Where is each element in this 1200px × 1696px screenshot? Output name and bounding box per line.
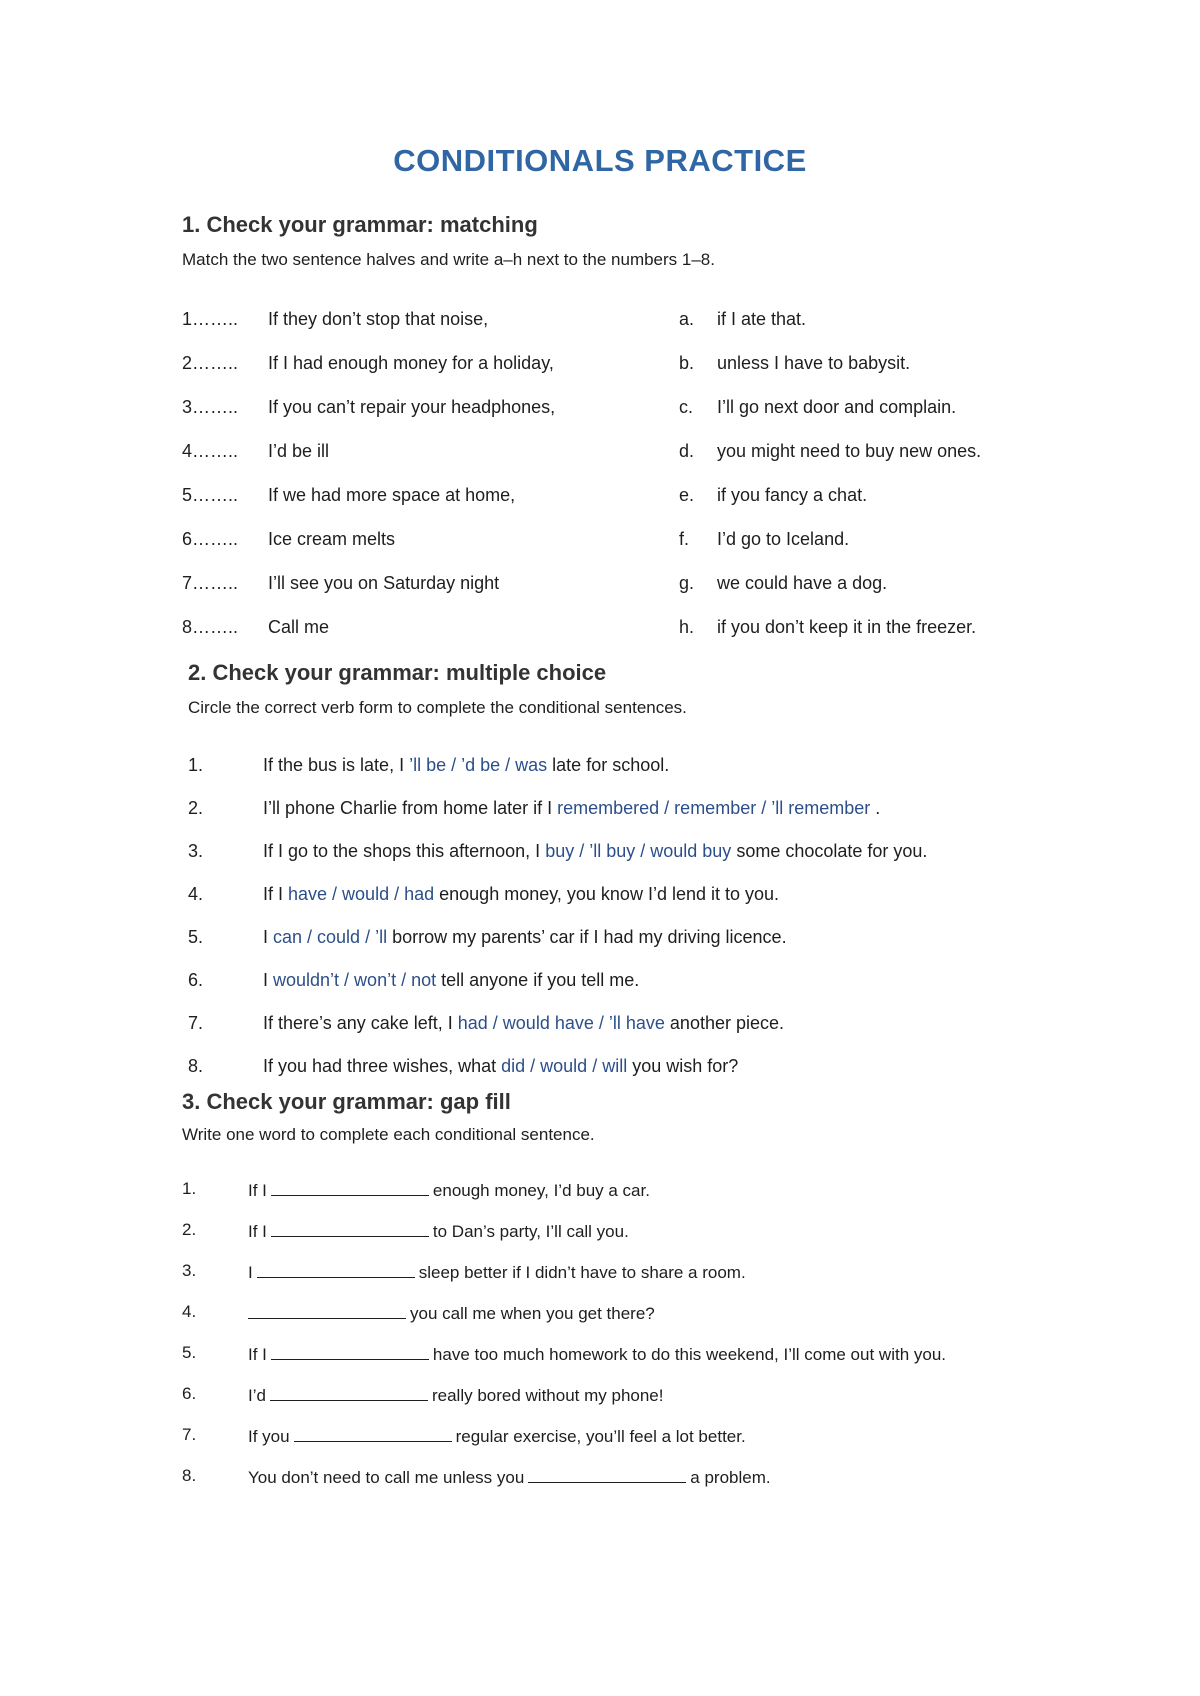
mc-number: 3. [188,841,204,861]
mc-options[interactable]: have / would / had [288,884,435,904]
mc-number: 5. [188,927,204,947]
mc-item [188,1056,739,1077]
section3-heading: 3. Check your grammar: gap fill [182,1089,511,1114]
match-right-item [679,353,911,374]
match-letter: c. [679,397,694,417]
match-right-text: if you fancy a chat. [717,485,868,505]
mc-text-after: some chocolate for you. [736,841,928,861]
mc-number: 8. [188,1056,204,1076]
mc-text-before: If I go to the shops this afternoon, I [263,841,546,861]
gap-blank[interactable] [528,1466,686,1483]
match-left-item [182,617,330,638]
gap-number: 1. [182,1179,197,1198]
gap-text-after: regular exercise, you’ll feel a lot better. [455,1427,746,1446]
match-number: 8…….. [182,617,239,637]
mc-text-after: enough money, you know I’d lend it to you. [439,884,780,904]
gap-text-after: to Dan’s party, I’ll call you. [432,1222,629,1241]
mc-item [188,970,640,991]
match-letter: a. [679,309,695,329]
match-left-text: Ice cream melts [268,529,396,549]
gap-item [182,1384,664,1405]
gap-number: 5. [182,1343,197,1362]
gap-blank[interactable] [271,1343,429,1360]
mc-sentence [263,755,669,776]
match-right-item [679,573,888,594]
mc-item [188,798,881,819]
mc-options[interactable]: remembered / remember / ’ll remember [557,798,871,818]
gap-sentence [248,1261,746,1283]
gap-item [182,1343,947,1364]
mc-text-after: tell anyone if you tell me. [441,970,640,990]
match-left-text: If they don’t stop that noise, [268,309,489,329]
gap-blank[interactable] [271,1179,429,1196]
gap-text-after: sleep better if I didn’t have to share a room. [418,1263,746,1282]
match-number: 1…….. [182,309,239,329]
section1-instruction: Match the two sentence halves and write a–h next to the numbers 1–8. [182,250,715,269]
gap-blank[interactable] [248,1302,406,1319]
mc-item [188,927,787,948]
mc-text-before: I [263,970,274,990]
mc-sentence [263,798,880,819]
gap-text-before: If I [248,1345,267,1364]
gap-text-before: If you [248,1427,290,1446]
gap-blank[interactable] [257,1261,415,1278]
gap-text-before: I’d [248,1386,266,1405]
match-right-item [679,441,982,462]
gap-text-before: You don’t need to call me unless you [248,1468,525,1487]
gap-text-before: If I [248,1181,267,1200]
gap-item [182,1302,655,1323]
match-right-text: you might need to buy new ones. [717,441,982,461]
mc-options[interactable]: buy / ’ll buy / would buy [545,841,732,861]
mc-number: 7. [188,1013,204,1033]
mc-options[interactable]: did / would / will [501,1056,628,1076]
match-right-text: if I ate that. [717,309,807,329]
mc-text-before: If you had three wishes, what [263,1056,502,1076]
gap-blank[interactable] [294,1425,452,1442]
mc-number: 1. [188,755,204,775]
match-left-item [182,397,556,418]
mc-item [188,1013,785,1034]
gap-item [182,1179,650,1200]
mc-text-before: I [263,927,274,947]
mc-sentence [263,884,779,905]
match-left-text: If you can’t repair your headphones, [268,397,556,417]
mc-text-before: If there’s any cake left, I [263,1013,458,1033]
gap-sentence [248,1343,946,1365]
match-right-text: unless I have to babysit. [717,353,911,373]
mc-text-after: another piece. [669,1013,785,1033]
match-right-item [679,485,868,506]
match-number: 2…….. [182,353,239,373]
mc-text-before: If the bus is late, I [263,755,410,775]
mc-number: 2. [188,798,204,818]
gap-sentence [248,1220,629,1242]
mc-number: 4. [188,884,204,904]
section3-instruction: Write one word to complete each conditional sentence. [182,1125,595,1144]
gap-number: 7. [182,1425,197,1444]
gap-sentence [248,1179,650,1201]
gap-text-before: If I [248,1222,267,1241]
match-right-text: I’ll go next door and complain. [717,397,957,417]
match-number: 5…….. [182,485,239,505]
match-right-text: if you don’t keep it in the freezer. [717,617,977,637]
match-right-item [679,617,977,638]
match-right-item [679,529,850,550]
gap-item [182,1425,746,1446]
match-left-item [182,309,489,330]
mc-text-after: borrow my parents’ car if I had my driving licence. [392,927,787,947]
gap-item [182,1220,629,1241]
gap-number: 3. [182,1261,197,1280]
gap-text-after: a problem. [690,1468,771,1487]
mc-options[interactable]: can / could / ’ll [273,927,388,947]
match-left-text: Call me [268,617,330,637]
mc-options[interactable]: had / would have / ’ll have [457,1013,665,1033]
gap-sentence [248,1384,664,1406]
gap-sentence [248,1425,746,1447]
gap-number: 6. [182,1384,197,1403]
gap-sentence [248,1302,655,1324]
match-letter: b. [679,353,695,373]
gap-sentence [248,1466,771,1488]
match-left-text: I’d be ill [268,441,330,461]
gap-blank[interactable] [270,1384,428,1401]
mc-options[interactable]: wouldn’t / won’t / not [273,970,437,990]
gap-text-after: you call me when you get there? [410,1304,655,1323]
gap-text-after: enough money, I’d buy a car. [432,1181,650,1200]
match-left-item [182,485,516,506]
mc-item [188,884,780,905]
mc-text-before: I’ll phone Charlie from home later if I [263,798,558,818]
mc-sentence [263,1056,738,1077]
mc-sentence [263,927,787,948]
match-right-item [679,397,957,418]
section2-instruction: Circle the correct verb form to complete the conditional sentences. [188,698,687,717]
match-letter: e. [679,485,695,505]
match-right-text: we could have a dog. [717,573,888,593]
match-letter: g. [679,573,695,593]
section1-heading: 1. Check your grammar: matching [182,212,538,237]
mc-options[interactable]: ’ll be / ’d be / was [409,755,548,775]
mc-text-after: you wish for? [632,1056,739,1076]
gap-number: 4. [182,1302,197,1321]
match-left-text: If I had enough money for a holiday, [268,353,554,373]
gap-blank[interactable] [271,1220,429,1237]
match-letter: d. [679,441,695,461]
page-title: CONDITIONALS PRACTICE [393,143,807,178]
mc-text-after: . [875,798,881,818]
section2-heading: 2. Check your grammar: multiple choice [188,660,607,685]
match-number: 7…….. [182,573,239,593]
mc-item [188,755,670,776]
gap-item [182,1261,746,1282]
match-left-item [182,529,396,550]
match-letter: f. [679,529,690,549]
match-number: 4…….. [182,441,239,461]
mc-item [188,841,928,862]
gap-text-before: I [248,1263,253,1282]
match-right-item [679,309,807,330]
match-right-text: I’d go to Iceland. [717,529,850,549]
gap-number: 8. [182,1466,197,1485]
match-left-item [182,573,500,594]
match-number: 6…….. [182,529,239,549]
match-number: 3…….. [182,397,239,417]
mc-number: 6. [188,970,204,990]
gap-item [182,1466,771,1487]
gap-text-after: have too much homework to do this weekend, I’ll come out with you. [432,1345,947,1364]
mc-text-before: If I [263,884,289,904]
match-letter: h. [679,617,695,637]
gap-text-after: really bored without my phone! [431,1386,664,1405]
gap-number: 2. [182,1220,197,1239]
mc-sentence [263,1013,784,1034]
mc-sentence [263,970,639,991]
match-left-text: I’ll see you on Saturday night [268,573,500,593]
match-left-item [182,353,554,374]
mc-text-after: late for school. [552,755,670,775]
mc-sentence [263,841,927,862]
match-left-text: If we had more space at home, [268,485,516,505]
match-left-item [182,441,330,462]
